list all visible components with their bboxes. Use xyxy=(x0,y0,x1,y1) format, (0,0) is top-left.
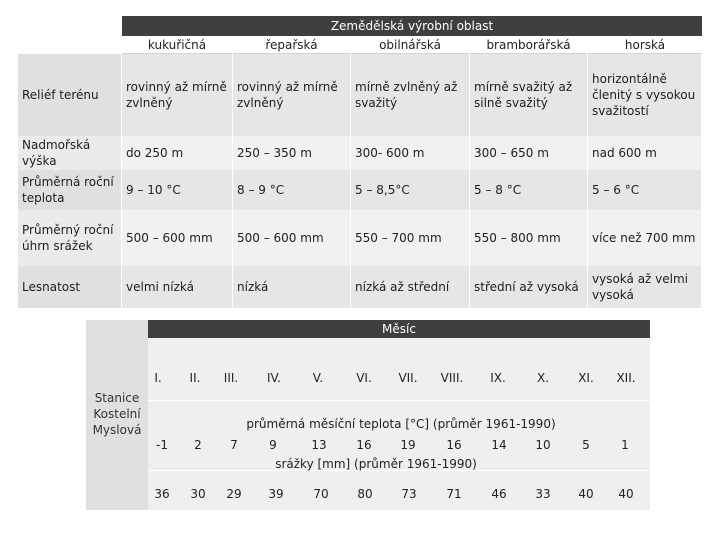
column-header-horska: horská xyxy=(588,37,702,54)
temperature-value: 1 xyxy=(621,438,629,452)
month-label: XI. xyxy=(578,371,594,385)
temperature-value: 2 xyxy=(194,438,202,452)
table-cell: 500 – 600 mm xyxy=(233,210,351,266)
month-label: VIII. xyxy=(440,371,464,385)
table-cell: 5 – 8 °C xyxy=(470,170,588,210)
row-label: Nadmořská výška xyxy=(18,136,122,170)
month-header: Měsíc xyxy=(148,320,650,338)
precipitation-value: 40 xyxy=(578,487,594,501)
table-cell: 8 – 9 °C xyxy=(233,170,351,210)
temperature-value: 19 xyxy=(400,438,416,452)
column-header-reparska: řepařská xyxy=(233,37,350,54)
precipitation-value: 40 xyxy=(618,487,634,501)
table-cell: 500 – 600 mm xyxy=(122,210,233,266)
precipitation-value: 39 xyxy=(268,487,284,501)
row-divider xyxy=(148,400,650,401)
temperature-caption: průměrná měsíční teplota [°C] (průměr 1961-1990) xyxy=(246,417,556,431)
temperature-value: 16 xyxy=(356,438,372,452)
table-cell: 550 – 800 mm xyxy=(470,210,588,266)
table-cell: nad 600 m xyxy=(588,136,702,170)
column-header-kukuricna: kukuřičná xyxy=(122,37,232,54)
temperature-value: 16 xyxy=(446,438,462,452)
precipitation-value: 29 xyxy=(226,487,242,501)
table-row-forest-cover xyxy=(18,266,702,308)
table-cell: 5 – 8,5°C xyxy=(351,170,470,210)
table-cell: 5 – 6 °C xyxy=(588,170,702,210)
table-cell: rovinný až mírně zvlněný xyxy=(122,54,233,136)
precipitation-value: 30 xyxy=(190,487,206,501)
table-cell: velmi nízká xyxy=(122,266,233,308)
column-header-bramborarska: bramborářská xyxy=(470,37,587,54)
temperature-value: -1 xyxy=(156,438,168,452)
precipitation-caption: srážky [mm] (průměr 1961-1990) xyxy=(275,457,477,471)
precipitation-value: 73 xyxy=(401,487,417,501)
table-cell: 550 – 700 mm xyxy=(351,210,470,266)
station-label: Stanice Kostelní Myslová xyxy=(92,391,142,437)
month-label: V. xyxy=(312,371,324,385)
table-cell: nízká až střední xyxy=(351,266,470,308)
precipitation-value: 71 xyxy=(446,487,462,501)
month-label: X. xyxy=(536,371,550,385)
table-cell: 9 – 10 °C xyxy=(122,170,233,210)
row-label: Průměrná roční teplota xyxy=(18,170,122,210)
month-label: I. xyxy=(154,371,162,385)
table-cell: 250 – 350 m xyxy=(233,136,351,170)
temperature-value: 9 xyxy=(269,438,277,452)
table-cell: vysoká až velmi vysoká xyxy=(588,266,702,308)
table-cell: horizontálně členitý s vysokou svažitostí xyxy=(588,54,702,136)
month-label: VI. xyxy=(356,371,372,385)
table-cell: rovinný až mírně zvlněný xyxy=(233,54,351,136)
table-cell: mírně svažitý až silně svažitý xyxy=(470,54,588,136)
table-row-altitude xyxy=(18,136,702,170)
month-label: IV. xyxy=(266,371,281,385)
precipitation-value: 80 xyxy=(357,487,373,501)
temperature-value: 13 xyxy=(311,438,327,452)
table-cell: střední až vysoká xyxy=(470,266,588,308)
month-label: III. xyxy=(223,371,239,385)
table-cell: 300- 600 m xyxy=(351,136,470,170)
table-row-precipitation xyxy=(18,210,702,266)
table-cell: mírně zvlněný až svažitý xyxy=(351,54,470,136)
row-label: Průměrný roční úhrn srážek xyxy=(18,210,122,266)
table-row-relief xyxy=(18,54,702,136)
temperature-value: 10 xyxy=(535,438,551,452)
table-cell: nízká xyxy=(233,266,351,308)
row-label: Reliéf terénu xyxy=(18,54,122,136)
precipitation-value: 33 xyxy=(535,487,551,501)
precipitation-value: 46 xyxy=(491,487,507,501)
table1-column-headers xyxy=(122,37,702,53)
table-row-temperature xyxy=(18,170,702,210)
temperature-value: 7 xyxy=(230,438,238,452)
month-label: II. xyxy=(189,371,201,385)
table-cell: do 250 m xyxy=(122,136,233,170)
month-label: XII. xyxy=(616,371,636,385)
column-header-obilnarska: obilnářská xyxy=(351,37,469,54)
month-label: IX. xyxy=(490,371,506,385)
temperature-value: 5 xyxy=(582,438,590,452)
table-cell: 300 – 650 m xyxy=(470,136,588,170)
table1-header: Zemědělská výrobní oblast xyxy=(122,16,702,36)
temperature-value: 14 xyxy=(491,438,507,452)
precipitation-value: 70 xyxy=(313,487,329,501)
climate-table xyxy=(86,320,650,510)
table-cell: více než 700 mm xyxy=(588,210,702,266)
month-label: VII. xyxy=(398,371,418,385)
row-label: Lesnatost xyxy=(18,266,122,308)
precipitation-value: 36 xyxy=(154,487,170,501)
